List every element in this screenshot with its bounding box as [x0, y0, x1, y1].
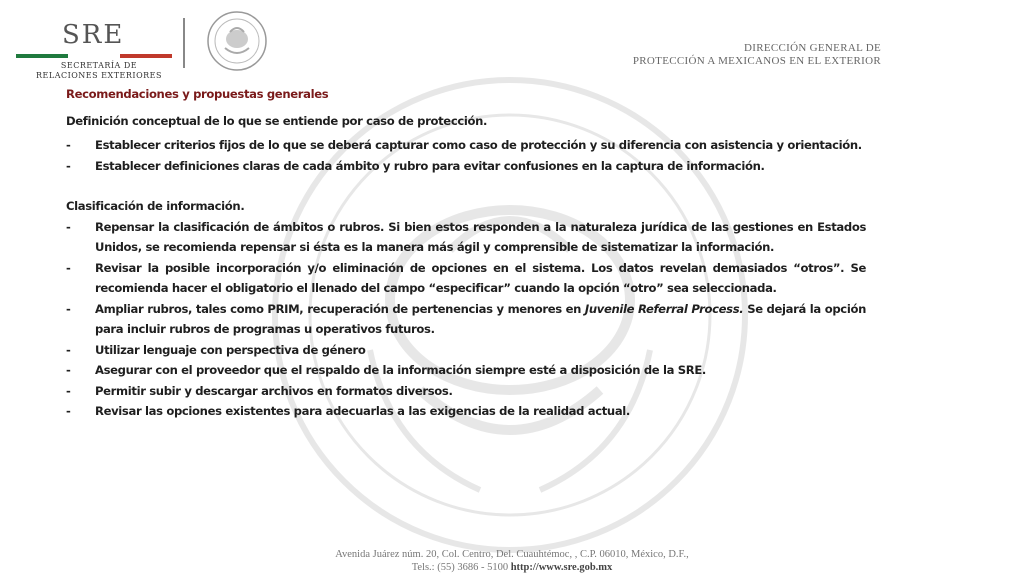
list-item — [66, 135, 866, 156]
mexican-seal-icon — [192, 10, 282, 72]
list-item-text: Utilizar lenguaje con perspectiva de género — [95, 342, 366, 357]
list-dash: - — [66, 260, 71, 275]
logo-text: SRE — [62, 20, 125, 50]
sre-logo — [14, 16, 174, 80]
list-dash: - — [66, 363, 71, 377]
list-item — [66, 156, 866, 177]
list-item — [66, 217, 866, 258]
list-item — [66, 360, 866, 381]
list-dash: - — [66, 158, 71, 173]
department-line1: DIRECCIÓN GENERAL DE — [744, 42, 881, 54]
list-dash: - — [66, 301, 71, 316]
list-item-text: Revisar las opciones existentes para adecuarlas a las exigencias de la realidad actual. — [95, 404, 630, 418]
main-content — [66, 84, 866, 422]
list-item-text: Repensar la clasificación de ámbitos o rubros. Si bien estos responden a la naturaleza jurídica de las gestiones en Estados Unidos, se recomienda repensar si ésta es la manera más ágil y comprensible de sistematizar la información. — [95, 219, 866, 254]
list-item-text: Asegurar con el proveedor que el respaldo de la información siempre esté a disposición de la SRE. — [95, 363, 706, 377]
list-item-text — [95, 299, 866, 340]
list-dash: - — [66, 342, 71, 357]
definition-heading: Definición conceptual de lo que se entiende por caso de protección. — [66, 113, 488, 128]
logo-flag-stripe — [16, 54, 172, 58]
department-name — [633, 42, 881, 68]
list-dash: - — [66, 383, 71, 398]
footer-url-link[interactable]: http://www.sre.gob.mx — [510, 562, 613, 573]
list-item — [66, 401, 866, 422]
prim-text-italic: Juvenile Referral Process. — [584, 301, 744, 316]
prim-text-before: Ampliar rubros, tales como PRIM, recuperación de pertenencias y menores en — [95, 301, 585, 316]
logo-subtitle-line1: SECRETARÍA DE — [60, 61, 138, 70]
classification-heading: Clasificación de información. — [66, 199, 245, 213]
list-dash: - — [66, 138, 71, 152]
footer-address: Avenida Juárez núm. 20, Col. Centro, Del. Cuauhtémoc, , C.P. 06010, México, D.F., — [335, 549, 689, 560]
list-item-text: Establecer definiciones claras de cada ámbito y rubro para evitar confusiones en la captura de información. — [95, 158, 765, 173]
section-title: Recomendaciones y propuestas generales — [66, 87, 329, 101]
list-item-text: Revisar la posible incorporación y/o eliminación de opciones en el sistema. Los datos revelan demasiados “otros”. Se recomienda hacer el obligatorio el llenado del campo “especificar” cuando la opción “otro” sea seleccionada. — [95, 260, 866, 295]
logo-subtitle-line2: RELACIONES EXTERIORES — [36, 71, 162, 80]
list-item-text: Permitir subir y descargar archivos en formatos diversos. — [95, 383, 453, 398]
list-item-text: Establecer criterios fijos de lo que se deberá capturar como caso de protección y su diferencia con asistencia y orientación. — [95, 138, 862, 152]
list-item — [66, 340, 866, 361]
footer-contact — [0, 562, 1024, 573]
list-dash: - — [66, 219, 71, 234]
list-dash: - — [66, 404, 71, 418]
footer-phone: Tels.: (55) 3686 - 5100 — [411, 562, 509, 573]
list-item — [66, 381, 866, 402]
department-line2: PROTECCIÓN A MEXICANOS EN EL EXTERIOR — [632, 55, 881, 67]
prim-text-after: Se dejará la opción para incluir rubros de programas u operativos futuros. — [95, 301, 866, 336]
list-item — [66, 258, 866, 299]
header-divider — [183, 18, 185, 68]
list-item — [66, 299, 866, 340]
